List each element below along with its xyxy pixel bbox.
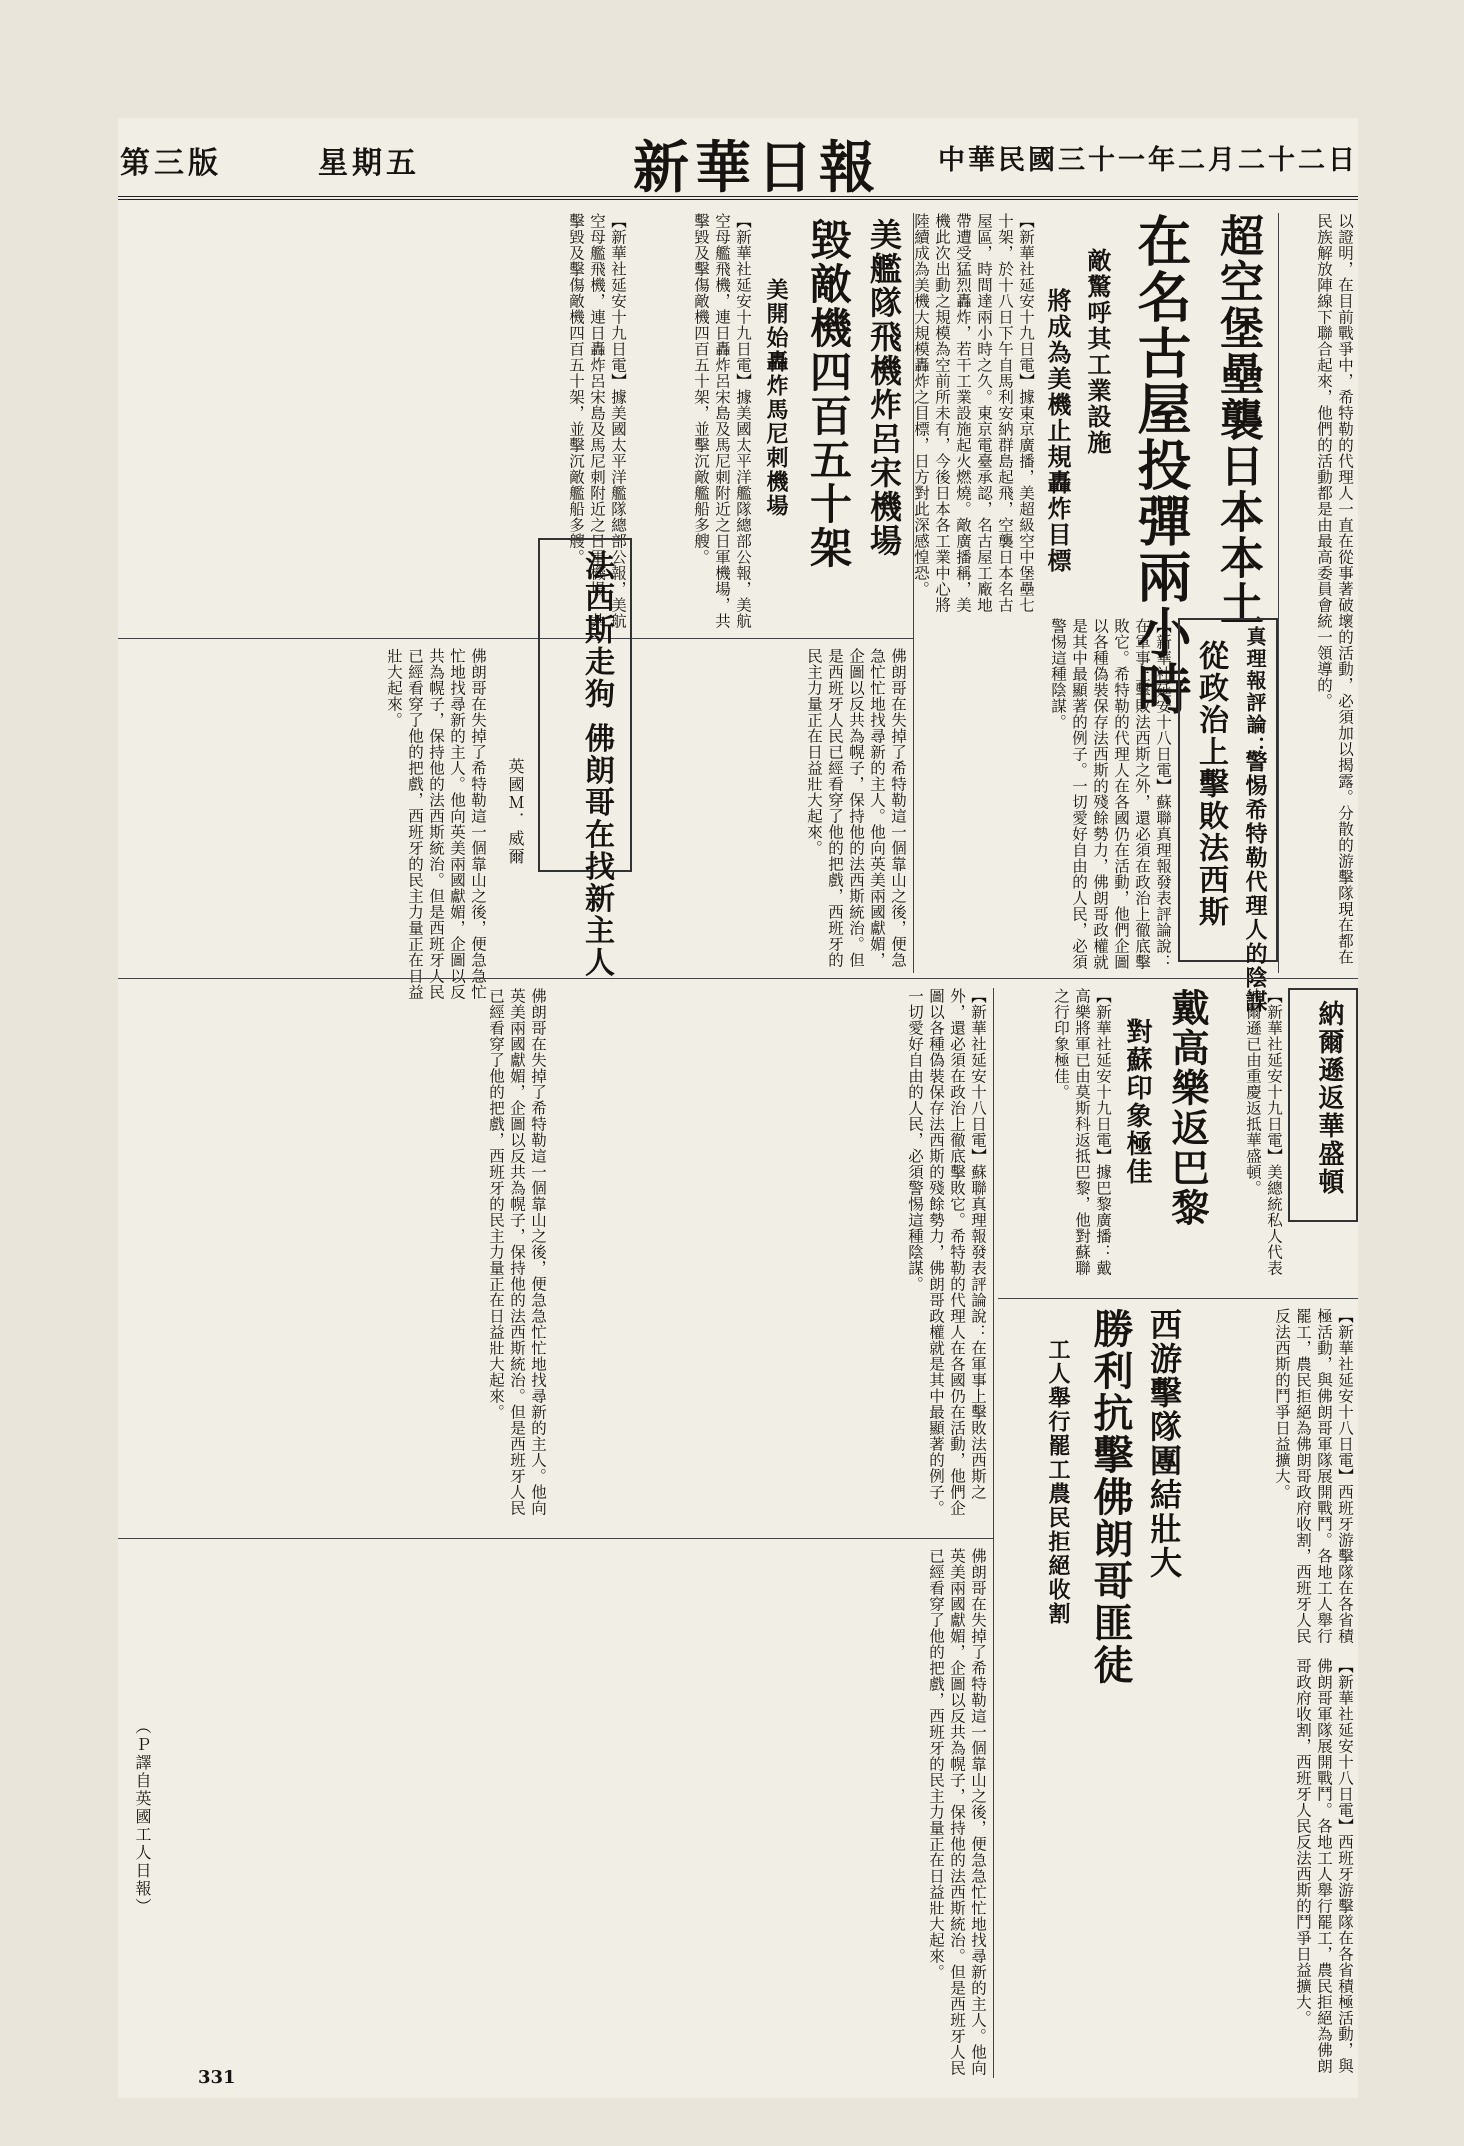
commentary-body-continued: 佛朗哥在失掉了希特勒這一個靠山之後，便急急忙忙地找尋新的主人。他向英美兩國獻媚，企圖以反共為幌子，保持他的法西斯統治。但是西班牙人民已經看穿了他的把戲，西班牙的民主力量正在日益壯大起來。 [805, 648, 907, 968]
commentary-headline-box [538, 538, 632, 979]
newspaper-logo: 新華日報 [633, 135, 881, 201]
carrier-subhead: 美開始轟炸馬尼刺機場 [763, 278, 789, 518]
carrier-body: 【新華社延安十九日電】據美國太平洋艦隊總部公報，美航空母艦飛機，連日轟炸呂宋島及馬尼刺附近之日軍機場，共擊毀及擊傷敵機四百五十架，並擊沉敵艦船多艘。 [692, 213, 752, 629]
lead-subhead-1: 敵驚呼其工業設施 [1083, 248, 1112, 456]
truth-report-headline-1: 從政治上擊敗法西斯 [1193, 640, 1228, 928]
paris-body: 【新華社延安十九日電】據巴黎廣播：戴高樂將軍已由莫斯科返抵巴黎，他對蘇聯之行印象極佳。 [1052, 988, 1112, 1276]
lead-headline-2: 在名古屋投彈兩小時 [1129, 213, 1193, 717]
column-rule [993, 988, 994, 2078]
guerrilla-body: 【新華社延安十八日電】西班牙游擊隊在各省積極活動，與佛朗哥軍隊展開戰鬥。各地工人舉行罷工，農民拒絕為佛朗哥政府收割，西班牙人民反法西斯的鬥爭日益擴大。 [1273, 1308, 1354, 1644]
lead-body: 【新華社延安十九日電】據東京廣播，美超級空中堡壘七十架，於十八日下午自馬利安納群島起飛，空襲日本名古屋區，時間達兩小時之久。東京電臺承認，名古屋工廠地帶遭受猛烈轟炸，若干工業設施起火燃燒。敵廣播稱，美機此次出動之規模為空前所未有，今後日本各工業中心將陸續成為美機大規模轟炸之目標，日方對此深感惶恐。 [912, 213, 1035, 613]
carrier-headline-1: 美艦隊飛機炸呂宋機場 [865, 218, 903, 558]
masthead [118, 118, 1358, 200]
weekday-label: 星期五 [318, 146, 420, 181]
lead-headline-1: 超空堡壘襲日本本土 [1212, 213, 1263, 627]
truth-report-body-continued: 【新華社延安十八日電】蘇聯真理報發表評論說：在軍事上擊敗法西斯之外，還必須在政治上徹底擊敗它。希特勒的代理人在各國仍在活動，他們企圖以各種偽裝保存法西斯的殘餘勢力，佛朗哥政權就是其中最顯著的例子。一切愛好自由的人民，必須警惕這種陰謀。 [906, 988, 987, 1516]
page-number: 331 [198, 2067, 236, 2088]
section-rule [998, 1298, 1358, 1299]
guerrilla-body-continued: 【新華社延安十八日電】西班牙游擊隊在各省積極活動，與佛朗哥軍隊展開戰鬥。各地工人舉行罷工，農民拒絕為佛朗哥政府收割，西班牙人民反法西斯的鬥爭日益擴大。 [1294, 1658, 1354, 2074]
section-rule [118, 638, 913, 639]
column-rule [1278, 213, 1279, 973]
commentary-headline: 法西斯走狗 佛朗哥在找新主人 [579, 550, 614, 979]
edition-label: 第三版 [120, 146, 222, 181]
commentary-body-part3: 佛朗哥在失掉了希特勒這一個靠山之後，便急急忙忙地找尋新的主人。他向英美兩國獻媚，企圖以反共為幌子，保持他的法西斯統治。但是西班牙人民已經看穿了他的把戲，西班牙的民主力量正在日益壯大起來。 [487, 988, 547, 1516]
footer-source-note: （Ｐ譯自英國工人日報） [133, 1718, 152, 1916]
newspaper-page [118, 118, 1358, 2098]
truth-report-kicker: 真理報評論： [1243, 626, 1267, 758]
truth-report-body: 【新華社延安十八日電】蘇聯真理報發表評論說：在軍事上擊敗法西斯之外，還必須在政治上徹底擊敗它。希特勒的代理人在各國仍在活動，他們企圖以各種偽裝保存法西斯的殘餘勢力，佛朗哥政權就是其中最顯著的例子。一切愛好自由的人民，必須警惕這種陰謀。 [1049, 618, 1172, 970]
paris-subhead: 對蘇印象極佳 [1122, 1018, 1152, 1186]
guerrilla-headline-1: 西游擊隊團結壯大 [1145, 1308, 1183, 1580]
column-rule [913, 213, 914, 973]
guerrilla-subhead: 工人舉行罷工農民拒絕收割 [1045, 1338, 1071, 1626]
lead-subhead-2: 將成為美機止規轟炸目標 [1043, 288, 1072, 574]
left-top-columns: 【新華社延安十九日電】據美國太平洋艦隊總部公報，美航空母艦飛機，連日轟炸呂宋島及馬尼刺附近之日軍機場，共擊毀及擊傷敵機四百五十架，並擊沉敵艦船多艘。 [567, 213, 627, 629]
far-right-column: 以證明，在目前戰爭中，希特勒的代理人一直在從事著破壞的活動，必須加以揭露。分散的游擊隊現在都在民族解放陣線下聯合起來，他們的活動都是由最高委員會統一領導的。 [1315, 213, 1354, 965]
section-rule [118, 978, 1358, 979]
section-rule [118, 1538, 993, 1539]
commentary-body-part4: 佛朗哥在失掉了希特勒這一個靠山之後，便急急忙忙地找尋新的主人。他向英美兩國獻媚，企圖以反共為幌子，保持他的法西斯統治。但是西班牙人民已經看穿了他的把戲，西班牙的民主力量正在日益壯大起來。 [927, 1548, 987, 2076]
truth-report-headline-box [1178, 618, 1278, 1014]
nelson-headline-box [1288, 988, 1358, 1222]
paris-headline: 戴高樂返巴黎 [1165, 988, 1210, 1228]
issue-date: 中華民國三十一年二月二十二日 [938, 145, 1358, 176]
guerrilla-headline-2: 勝利抗擊佛朗哥匪徒 [1087, 1308, 1134, 1686]
carrier-headline-2: 毀敵機四百五十架 [804, 218, 853, 570]
commentary-byline: 英國Ｍ．威爾 [506, 758, 525, 866]
commentary-body: 佛朗哥在失掉了希特勒這一個靠山之後，便急急忙忙地找尋新的主人。他向英美兩國獻媚，企圖以反共為幌子，保持他的法西斯統治。但是西班牙人民已經看穿了他的把戲，西班牙的民主力量正在日益壯大起來。 [385, 648, 487, 1000]
nelson-headline: 納爾遜返華盛頓 [1314, 1000, 1344, 1196]
nelson-body: 【新華社延安十九日電】美總統私人代表納爾遜已由重慶返抵華盛頓。 [1244, 988, 1283, 1276]
truth-report-headline-2: 警惕希特勒代理人的陰謀 [1242, 750, 1268, 1014]
